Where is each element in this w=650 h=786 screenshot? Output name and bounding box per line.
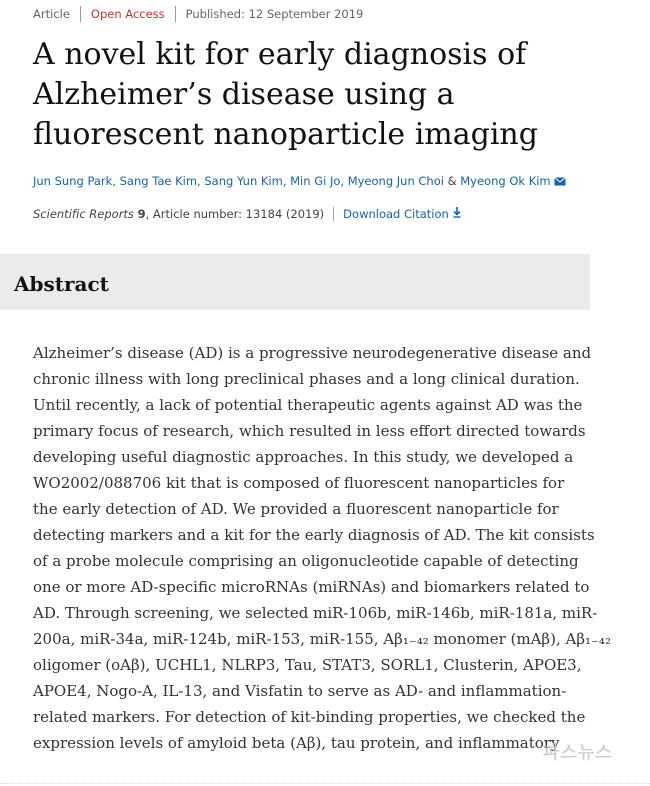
published-label: Published: — [185, 7, 245, 21]
abstract-line: Alzheimer’s disease (AD) is a progressive neurodegenerative disease and — [33, 344, 592, 362]
abstract-line: Until recently, a lack of potential therapeutic agents against AD was the — [33, 396, 583, 414]
abstract-line: 200a, miR-34a, miR-124b, miR-153, miR-155, Aβ₁₋₄₂ monomer (mAβ), Aβ₁₋₄₂ — [33, 630, 611, 648]
abstract-line: of a probe molecule comprising an oligonucleotide capable of detecting — [33, 552, 579, 570]
abstract-line: oligomer (oAβ), UCHL1, NLRP3, Tau, STAT3, SORL1, Clusterin, APOE3, — [33, 656, 582, 674]
article-title: A novel kit for early diagnosis of Alzheimer’s disease using a fluorescent nanoparticle imaging — [33, 37, 538, 152]
authors-ampersand: & — [447, 174, 457, 188]
divider — [80, 6, 81, 22]
news-watermark: 파스뉴스 — [543, 743, 613, 763]
abstract-line: primary focus of research, which resulted in less effort directed towards — [33, 422, 586, 440]
published-date: 12 September 2019 — [248, 7, 364, 21]
article-meta — [33, 5, 363, 23]
abstract-line: chronic illness with long preclinical phases and a long clinical duration. — [33, 370, 580, 388]
citation-row — [33, 207, 461, 221]
journal-name: Scientific Reports — [33, 207, 134, 221]
bottom-divider — [0, 783, 650, 785]
journal-volume: 9 — [137, 207, 146, 221]
abstract-line: WO2002/088706 kit that is composed of fluorescent nanoparticles for — [33, 474, 565, 492]
abstract-line: the early detection of AD. We provided a fluorescent nanoparticle for — [33, 500, 559, 518]
open-access-badge[interactable]: Open Access — [90, 7, 165, 21]
download-citation-link[interactable]: Download Citation — [343, 207, 449, 221]
mail-icon[interactable] — [554, 173, 566, 191]
abstract-line: developing useful diagnostic approaches. In this study, we developed a — [33, 448, 574, 466]
corresponding-author-link[interactable]: Myeong Ok Kim — [460, 174, 551, 188]
authors-links[interactable]: Jun Sung Park, Sang Tae Kim, Sang Yun Kim, Min Gi Jo, Myeong Jun Choi — [33, 174, 444, 188]
abstract-line: related markers. For detection of kit-binding properties, we checked the — [33, 708, 586, 726]
article-number: , Article number: 13184 (2019) — [145, 207, 325, 221]
article-type: Article — [33, 7, 70, 21]
divider — [175, 6, 176, 22]
divider — [333, 207, 334, 221]
abstract-line: one or more AD-specific microRNAs (miRNAs) and biomarkers related to — [33, 578, 590, 596]
author-list — [33, 172, 613, 191]
download-icon[interactable] — [453, 207, 461, 221]
abstract-line: APOE4, Nogo-A, IL-13, and Visfatin to serve as AD- and inflammation- — [33, 682, 567, 700]
abstract-line: AD. Through screening, we selected miR-106b, miR-146b, miR-181a, miR- — [33, 604, 598, 622]
abstract-line: detecting markers and a kit for the early diagnosis of AD. The kit consists — [33, 526, 595, 544]
abstract-text — [33, 340, 611, 756]
abstract-heading: Abstract — [14, 272, 109, 296]
abstract-line: expression levels of amyloid beta (Aβ), tau protein, and inflammatory — [33, 734, 560, 752]
